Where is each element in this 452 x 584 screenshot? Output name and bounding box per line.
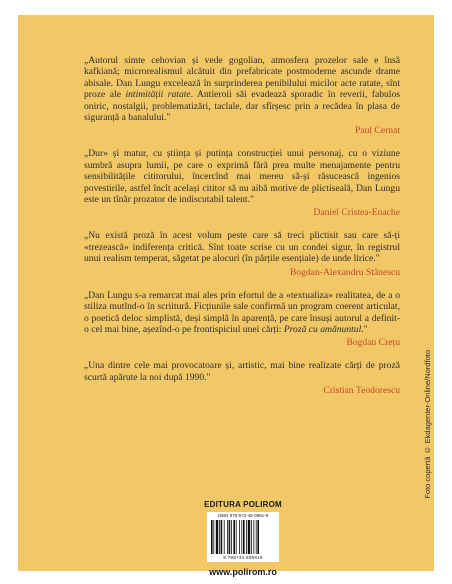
blurb-quote: „Nu există proză în acest volum peste care să treci plictisit sau care să-ți «trezească» indiferența critică. Sînt toate scrise cu un condei sigur, în registrul unui realism temperat, săgetat pe alocuri (în părțile esențiale) de unde lirice." bbox=[84, 230, 400, 265]
blurbs bbox=[84, 55, 400, 408]
barcode-bar bbox=[251, 520, 252, 554]
barcode-bar bbox=[256, 520, 257, 554]
barcode-bar bbox=[243, 520, 245, 554]
barcode-bar bbox=[233, 520, 235, 554]
barcode-bar bbox=[211, 520, 213, 554]
blurb-bogdan-alexandru-stanescu bbox=[84, 230, 400, 278]
blurb-quote: „Una dintre cele mai provocatoare și, artistic, mai bine realizate cărți de proză scurtă apărute la noi după 1990." bbox=[84, 360, 400, 383]
barcode-bars bbox=[211, 520, 275, 554]
barcode-bar bbox=[246, 520, 247, 554]
blurb-quote: „Dur» și matur, cu știința și putința construcției unui personaj, cu o viziune sumbră asupra lumii, pe care o exprimă fără prea multe menajamente pentru sensibilitățile cititorului, încercînd mai mereu să-și răsucească ingenios povestirile, astfel încît același cititor să nu aibă motive de plictiseală, Dan Lungu este un tînăr prozator de indiscutabil talent." bbox=[84, 148, 400, 206]
blurb-daniel-cristea-enache bbox=[84, 148, 400, 219]
barcode-bar bbox=[224, 520, 225, 554]
barcode-bar bbox=[213, 520, 214, 554]
blurb-author: Paul Cernat bbox=[354, 125, 400, 137]
barcode-bar bbox=[236, 520, 237, 554]
barcode-bar bbox=[231, 520, 232, 554]
blurb-author: Bogdan-Alexandru Stănescu bbox=[289, 266, 400, 278]
isbn-text: ISBN 978-973-46-0991-8 bbox=[217, 513, 269, 518]
barcode-bar bbox=[221, 520, 223, 554]
barcode-bar bbox=[257, 520, 259, 554]
blurb-quote: „Autorul simte cehovian și vede gogolian, atmosfera prozelor sale e însă kafkiană; microrealismul alcătuit din prefabricate postmoderne ascunde drame abisale. Dan Lungu excelează în surprinderea penibilului micilor acte ratate, sînt proze ale intimității ratate. Antieroii săi evadează sporadic în reverii, fabulos oniric, nostalgii, problematizări, taclale, dar sfîrșesc prin a recădea în plasa de siguranță a banalului." bbox=[84, 55, 400, 124]
blurb-quote: „Dan Lungu s-a remarcat mai ales prin efortul de a «textualiza» realitatea, de a o stiliza mutînd-o în scriitură. Ficțiunile sale confirmă un program coerent articulat, o poetică deloc simplistă, deși simplă în aparență, pe care însuși autorul a definit-o cel mai bine, așezînd-o pe frontispiciul unei cărți: Proză cu amănuntul." bbox=[84, 289, 400, 335]
barcode-bar bbox=[253, 520, 254, 554]
barcode-digits: 9 789734 609918 bbox=[223, 555, 263, 560]
blurb-author: Cristian Teodorescu bbox=[323, 385, 400, 397]
barcode-bar bbox=[239, 520, 240, 554]
publisher-website: www.polirom.ro bbox=[209, 567, 277, 577]
barcode-bar bbox=[227, 520, 228, 554]
blurb-author: Bogdan Crețu bbox=[346, 337, 400, 349]
barcode-bar bbox=[216, 520, 218, 554]
blurb-paul-cernat bbox=[84, 55, 400, 137]
photo-credit: Foto copertă © Ekdagenter-Online/Nordfoto bbox=[423, 350, 432, 499]
barcode-bar bbox=[229, 520, 231, 554]
blurb-cristian-teodorescu bbox=[84, 360, 400, 397]
barcode-bar bbox=[219, 520, 220, 554]
blurb-bogdan-cretu bbox=[84, 290, 400, 350]
barcode-bar bbox=[248, 520, 250, 554]
emphasis: intimității ratate bbox=[125, 89, 191, 101]
barcode bbox=[207, 512, 279, 562]
publisher-name: EDITURA POLIROM bbox=[204, 500, 282, 509]
barcode-bar bbox=[241, 520, 242, 554]
emphasis: Proză cu amănuntul bbox=[283, 323, 362, 335]
blurb-author: Daniel Cristea-Enache bbox=[313, 207, 400, 219]
back-cover bbox=[18, 15, 434, 577]
